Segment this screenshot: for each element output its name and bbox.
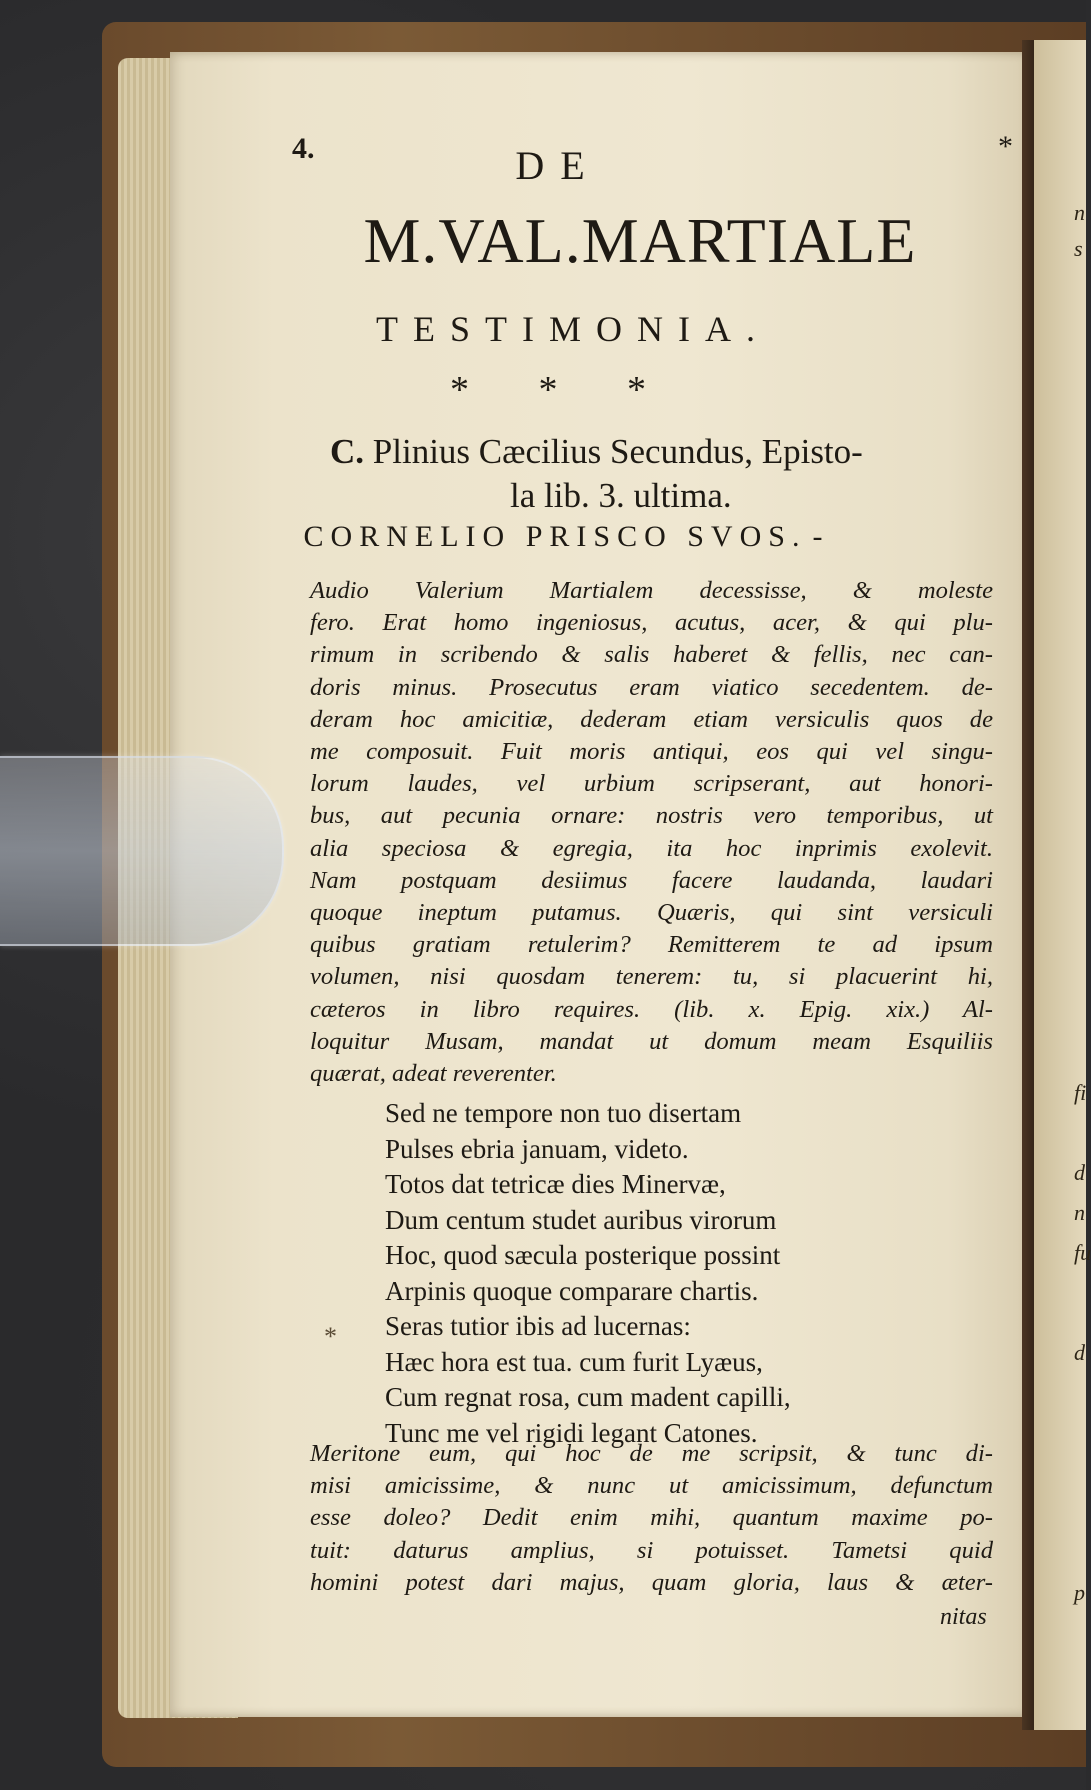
letter-line: Nam postquam desiimus facere laudanda, laudari bbox=[310, 866, 993, 894]
title-de: DE bbox=[515, 143, 601, 188]
page-holder-clip bbox=[0, 756, 284, 946]
facing-fragment: s bbox=[1074, 236, 1083, 261]
verse-line: Pulses ebria januam, videto. bbox=[385, 1133, 689, 1164]
letter-continuation bbox=[310, 1438, 993, 1599]
letter-line: Audio Valerium Martialem decessisse, & moleste bbox=[310, 577, 993, 604]
heading-initial: C. bbox=[330, 432, 365, 471]
corner-asterisk: * bbox=[998, 130, 1013, 163]
facing-fragment: p bbox=[1074, 1580, 1085, 1605]
verse-line: Sed ne tempore non tuo disertam bbox=[385, 1098, 742, 1128]
facing-fragment: n bbox=[1074, 1200, 1085, 1225]
letter-line: quibus gratiam retulerim? Remitterem te ad ipsum bbox=[310, 931, 993, 959]
facing-fragment: fi bbox=[1074, 1080, 1087, 1105]
letter-line: lorum laudes, vel urbium scripserant, aut honori- bbox=[310, 770, 993, 798]
verse-line: Tunc me vel rigidi legant Catones. bbox=[385, 1417, 758, 1448]
letter-line: bus, aut pecunia ornare: nostris vero temporibus, ut bbox=[310, 802, 993, 830]
verse-line: Cum regnat rosa, cum madent capilli, bbox=[385, 1382, 791, 1412]
letter-line: deram hoc amicitiæ, dederam etiam versiculis quos de bbox=[310, 705, 993, 733]
facing-fragment: fu bbox=[1074, 1240, 1091, 1265]
salutation-mark: - bbox=[812, 520, 823, 553]
catchword: nitas bbox=[940, 1604, 987, 1630]
heading-line1: Plinius Cæcilius Secundus, Episto- bbox=[364, 432, 863, 471]
letter2-line: esse doleo? Dedit enim mihi, quantum maxime po- bbox=[310, 1504, 993, 1532]
verse-line: Arpinis quoque comparare chartis. bbox=[385, 1275, 759, 1306]
letter-line: loquitur Musam, mandat ut domum meam Esquiliis bbox=[310, 1027, 993, 1055]
facing-fragment: d bbox=[1074, 1340, 1085, 1365]
facing-fragment: d bbox=[1074, 1160, 1085, 1185]
facing-fragment: n bbox=[1074, 200, 1085, 225]
salutation-text: CORNELIO PRISCO SVOS. bbox=[303, 520, 807, 553]
letter2-line: homini potest dari majus, quam gloria, laus & æter- bbox=[310, 1568, 993, 1596]
letter-line: fero. Erat homo ingeniosus, acutus, acer, & qui plu- bbox=[310, 609, 993, 637]
letter2-line: Meritone eum, qui hoc de me scripsit, & tunc di- bbox=[310, 1440, 993, 1467]
verse-line: Hæc hora est tua. cum furit Lyæus, bbox=[385, 1346, 763, 1377]
letter-body bbox=[310, 575, 993, 1090]
verse-line: Seras tutior ibis ad lucernas: bbox=[385, 1311, 691, 1341]
heading-line2: la lib. 3. ultima. bbox=[510, 476, 732, 515]
letter-line: cæteros in libro requires. (lib. x. Epig. xix.) Al- bbox=[310, 995, 993, 1023]
verse-line: Totos dat tetricæ dies Minervæ, bbox=[385, 1169, 726, 1199]
verse-margin-asterisk: * bbox=[324, 1322, 337, 1351]
title-testimonia: TESTIMONIA. bbox=[376, 309, 770, 349]
letter-line: rimum in scribendo & salis haberet & fellis, nec can- bbox=[310, 641, 993, 669]
verse-line: Dum centum studet auribus virorum bbox=[385, 1204, 777, 1235]
letter-line: quærat, adeat reverenter. bbox=[310, 1060, 557, 1088]
salutation bbox=[0, 520, 1086, 554]
letter2-line: tuit: daturus amplius, si potuisset. Tametsi quid bbox=[310, 1536, 993, 1564]
letter2-line: misi amicissime, & nunc ut amicissimum, defunctum bbox=[310, 1472, 993, 1500]
asterism-ornament: * * * bbox=[450, 369, 676, 411]
page-number: 4. bbox=[292, 132, 315, 165]
letter-line: doris minus. Prosecutus eram viatico secedentem. de- bbox=[310, 673, 993, 701]
verse-line: Hoc, quod sæcula posterique possint bbox=[385, 1240, 781, 1270]
letter-line: alia speciosa & egregia, ita hoc inprimis exolevit. bbox=[310, 834, 993, 862]
epigram-verse bbox=[385, 1096, 945, 1451]
letter-line: volumen, nisi quosdam tenerem: tu, si placuerint hi, bbox=[310, 963, 993, 991]
title-main: M.VAL.MARTIALE bbox=[363, 205, 917, 276]
letter-line: quoque ineptum putamus. Quæris, qui sint versiculi bbox=[310, 899, 993, 927]
source-heading bbox=[330, 430, 990, 518]
letter-line: me composuit. Fuit moris antiqui, eos qui vel singu- bbox=[310, 738, 993, 766]
